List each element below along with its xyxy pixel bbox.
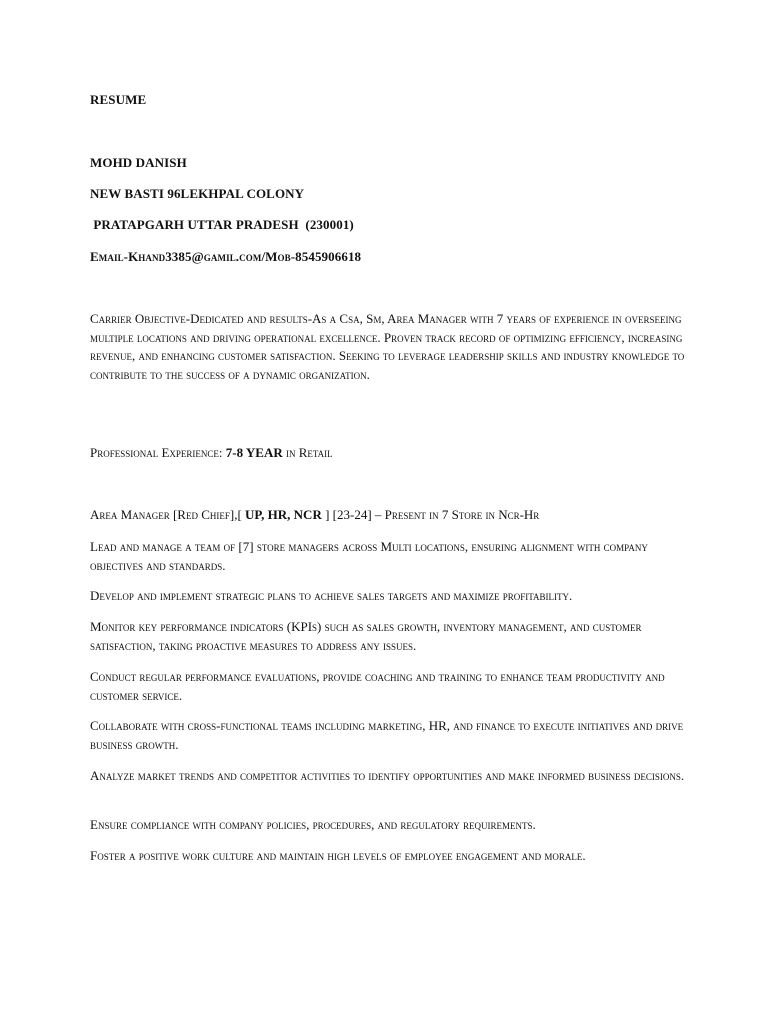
bullet-7 (90, 816, 690, 835)
experience-sector: in Retail (282, 445, 333, 460)
contact-line: Email-Khand3385@gamil.com/Mob-8545906618 (90, 249, 362, 264)
bullet-6 (90, 767, 690, 786)
bullet-3 (90, 618, 690, 655)
bullet-2 (90, 587, 690, 606)
bullet-1 (90, 538, 690, 575)
bullet-text: Ensure compliance with company policies, procedures, and regulatory requirements. (90, 817, 536, 832)
bullet-text: Develop and implement strategic plans to achieve sales targets and maximize profitability. (90, 588, 573, 603)
role-region: UP, HR, NCR (245, 507, 322, 522)
bullet-5 (90, 717, 690, 754)
address-line-2: PRATAPGARH UTTAR PRADESH (230001) (90, 217, 354, 232)
bullet-text: Foster a positive work culture and maintain high levels of employee engagement and morale. (90, 848, 586, 863)
bullet-text: Lead and manage a team of [7] store managers across Multi locations, ensuring alignment with company objectives and standards. (90, 539, 648, 573)
resume-title: RESUME (90, 92, 147, 107)
address-line-1: NEW BASTI 96LEKHPAL COLONY (90, 186, 305, 201)
role-prefix: Area Manager [Red Chief],[ (90, 507, 246, 522)
bullet-text: Conduct regular performance evaluations, provide coaching and training to enhance team productivity and customer service. (90, 669, 665, 703)
candidate-name: MOHD DANISH (90, 155, 187, 170)
career-objective (90, 310, 690, 384)
bullet-text: Monitor key performance indicators (KPIs) such as sales growth, inventory management, and customer satisfaction, taking proactive measures to address any issues. (90, 619, 642, 653)
experience-heading (90, 445, 333, 461)
bullet-4 (90, 668, 690, 705)
objective-text: Carrier Objective-Dedicated and results-As a Csa, Sm, Area Manager with 7 years of experience in overseeing multiple locations and driving operational excellence. Proven track record of optimizing efficiency, increasing revenue, and enhancing customer satisfaction. Seeking to leverage leadership skills and industry knowledge to contribute to the success of a dynamic organization. (90, 311, 685, 382)
experience-label: Professional Experience: (90, 445, 226, 460)
bullet-text: Analyze market trends and competitor activities to identify opportunities and make informed business decisions. (90, 768, 685, 783)
role-suffix: ] [23-24] – Present in 7 Store in Ncr-Hr (321, 507, 540, 522)
experience-years: 7-8 YEAR (225, 445, 283, 460)
role-line (90, 507, 539, 523)
bullet-8 (90, 847, 690, 866)
bullet-text: Collaborate with cross-functional teams including marketing, HR, and finance to execute initiatives and drive business growth. (90, 718, 684, 752)
